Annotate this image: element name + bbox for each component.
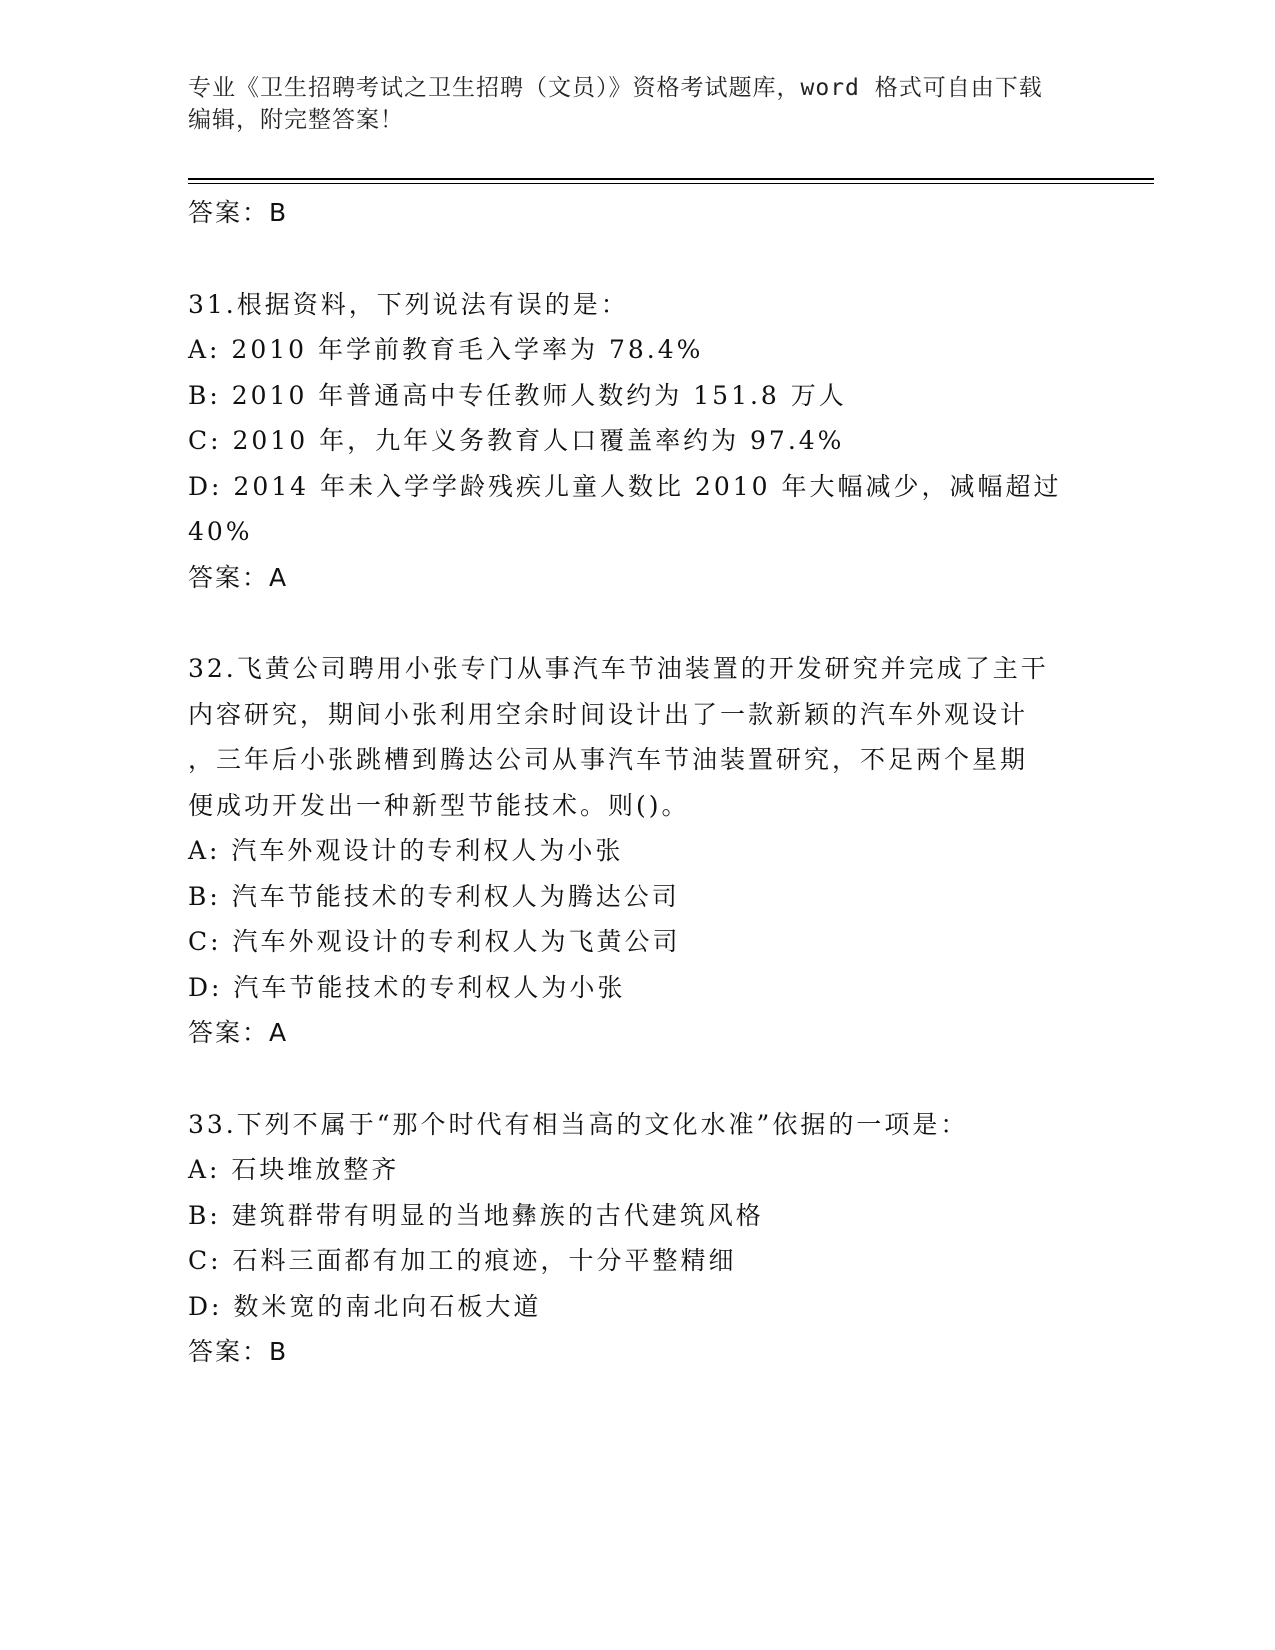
question-stem-continued: ，三年后小张跳槽到腾达公司从事汽车节油装置研究，不足两个星期 [188, 745, 1029, 774]
previous-answer: 答案：B [188, 198, 289, 227]
question-31 [188, 282, 1088, 601]
question-33 [188, 1102, 1088, 1375]
option-d: D: 汽车节能技术的专利权人为小张 [188, 972, 626, 1002]
answer: 答案：A [188, 1018, 289, 1047]
option-a: A: 石块堆放整齐 [188, 1155, 400, 1184]
option-b: B: 2010 年普通高中专任教师人数约为 151.8 万人 [188, 380, 847, 410]
option-c: C: 2010 年，九年义务教育人口覆盖率约为 97.4% [188, 426, 845, 455]
answer: 答案：A [188, 562, 289, 592]
spacer [188, 1056, 1088, 1102]
question-stem-continued: 便成功开发出一种新型节能技术。则()。 [188, 790, 690, 820]
document-header [188, 72, 1088, 136]
option-a: A: 汽车外观设计的专利权人为小张 [188, 836, 624, 865]
option-d-continued: 40% [188, 517, 253, 546]
header-line-2: 编辑，附完整答案！ [188, 107, 404, 133]
question-stem: 33.下列不属于“那个时代有相当高的文化水准”依据的一项是： [188, 1109, 969, 1139]
answer: 答案：B [188, 1337, 289, 1366]
option-b: B: 汽车节能技术的专利权人为腾达公司 [188, 881, 680, 911]
option-c: C: 石料三面都有加工的痕迹，十分平整精细 [188, 1246, 737, 1275]
question-list [188, 190, 1088, 1375]
option-c: C: 汽车外观设计的专利权人为飞黄公司 [188, 927, 681, 956]
question-stem: 31.根据资料，下列说法有误的是： [188, 289, 629, 319]
option-b: B: 建筑群带有明显的当地彝族的古代建筑风格 [188, 1200, 764, 1230]
spacer [188, 236, 1088, 282]
option-d: D: 数米宽的南北向石板大道 [188, 1291, 542, 1321]
question-stem: 32.飞黄公司聘用小张专门从事汽车节油装置的开发研究并完成了主干 [188, 654, 1049, 683]
header-rule-thick [188, 178, 1154, 180]
header-rule-thin [188, 183, 1154, 184]
option-a: A: 2010 年学前教育毛入学率为 78.4% [188, 335, 704, 364]
option-d: D: 2014 年未入学学龄残疾儿童人数比 2010 年大幅减少，减幅超过 [188, 471, 1062, 501]
spacer [188, 600, 1088, 646]
question-stem-continued: 内容研究，期间小张利用空余时间设计出了一款新颖的汽车外观设计 [188, 699, 1029, 729]
question-32 [188, 646, 1088, 1056]
header-line-1: 专业《卫生招聘考试之卫生招聘（文员）》资格考试题库，word 格式可自由下载 [188, 75, 1043, 101]
